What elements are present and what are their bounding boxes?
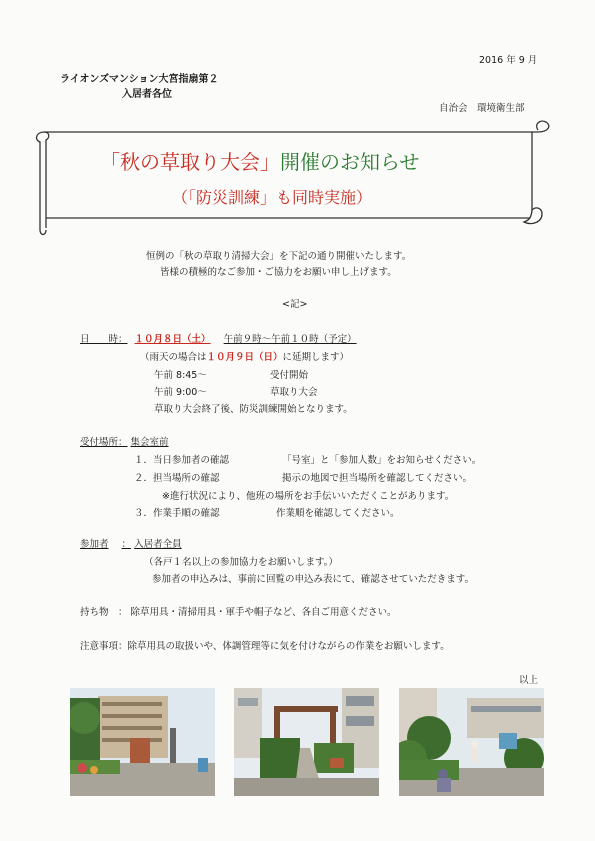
timeline-row-2-time: 午前 9:00〜 [154,387,207,398]
schedule-row [80,331,357,345]
photo-mansion-garden [70,688,215,796]
reception-item-2-desc: 掲示の地図で担当場所を確認してください。 [282,473,473,484]
reception-item-1-title: １．当日参加者の確認 [134,455,230,466]
participants-note-2: 参加者の申込みは、事前に回覧の申込み表にて、確認させていただきます。 [152,574,475,585]
notes-row [80,638,450,652]
schedule-label: 日 時： [80,334,128,345]
schedule-after-note: 草取り大会終了後、防災訓練開始となります。 [154,404,353,415]
photo-residents-weeding [399,688,544,796]
addressee-residents: 入居者各位 [122,89,172,100]
reception-place: 集会室前 [130,437,169,448]
participants-label: 参加者 [80,539,109,550]
rain-note-post: に延期します） [282,352,350,363]
document-date: 2016 年 9 月 [479,55,538,66]
rain-note-pre: （雨天の場合は [140,352,207,363]
title-scroll-banner [30,118,555,240]
photo-walkway [234,688,379,796]
closing-mark: 以上 [519,675,539,686]
rain-date: １０月９日（日） [206,352,283,363]
schedule-time: 午前９時〜午前１０時（予定） [223,334,357,345]
rain-note [140,349,349,363]
schedule-date: １０月８日（土） [134,334,211,345]
participants-value: 入居者全員 [134,539,182,550]
belongings-value: 除草用具・清掃用具・軍手や帽子など、各自ご用意ください。 [130,607,397,618]
page-subtitle: （「防災訓練」も同時実施） [172,188,373,207]
page-title [100,146,419,175]
notes-value: 除草用具の取扱いや、体調管理等に気を付けながらの作業をお願いします。 [127,641,450,652]
participants-note-1: （各戸１名以上の参加協力をお願いします。） [144,557,338,568]
intro-line-2: 皆様の積極的なご参加・ご協力をお願い申し上げます。 [160,267,397,278]
reception-item-3-desc: 作業順を確認してください。 [276,508,400,519]
reception-item-2-note: ※進行状況により、他班の場所をお手伝いいただくことがあります。 [162,491,455,502]
title-announcement: 開催のお知らせ [280,150,420,174]
participants-row [80,536,182,550]
addressee-building: ライオンズマンション大宮指扇第２ [60,74,219,85]
reception-item-1-desc: 「号室」と「参加人数」をお知らせください。 [282,455,482,466]
timeline-row-1-time: 午前 8:45〜 [154,370,207,381]
participants-separator: ： [121,539,132,550]
reception-item-2-title: ２．担当場所の確認 [134,473,220,484]
timeline-row-2-desc: 草取り大会 [270,387,318,398]
reception-item-3-title: ３．作業手順の確認 [134,508,220,519]
belongings-label: 持ち物 ： [80,607,128,618]
title-event-name: 「秋の草取り大会」 [100,150,280,174]
belongings-row [80,604,397,618]
notes-label: 注意事項： [80,641,128,652]
reception-row [80,434,169,448]
intro-line-1: 恒例の「秋の草取り清掃大会」を下記の通り開催いたします。 [146,251,412,262]
reception-label: 受付場所： [80,437,128,448]
timeline-row-1-desc: 受付開始 [270,370,309,381]
sender: 自治会 環境衛生部 [439,103,525,114]
ki-heading: <記> [282,299,308,310]
